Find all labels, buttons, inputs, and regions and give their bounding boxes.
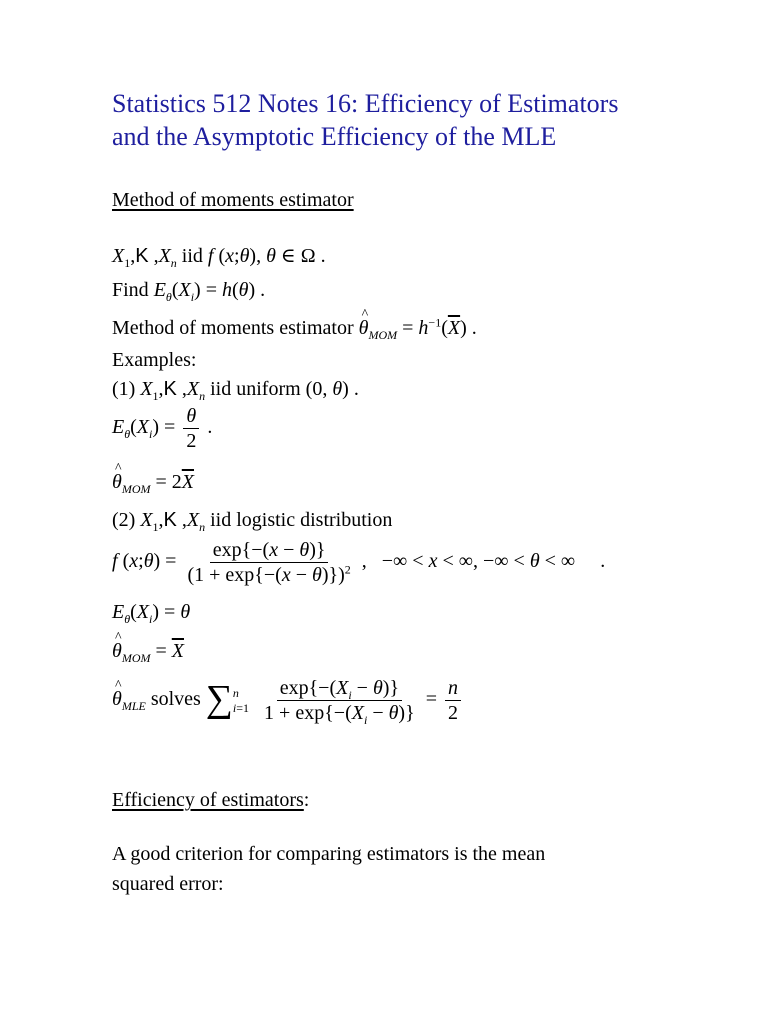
mom-label-text: Method of moments estimator <box>112 317 354 339</box>
uniform-text: iid uniform <box>210 378 301 400</box>
solves-text: solves <box>150 688 201 711</box>
equation-mle-solves: ^ $\theta_{MLE}$ solves ∑ n i=1 $\frac{\exp\{-(X_i - \theta)\}}{1 + \exp\{-(X_i - \theta)\}}$ = $\frac{n}{2}$ <box>112 678 464 723</box>
section-heading-mom: Method of moments estimator <box>112 189 354 211</box>
equation-iid-sample: $X_1,K$ $,X_n$ iid f (x;θ), θ ∈ Ω . <box>112 245 326 270</box>
equation-logistic-mean: $E_\theta(X_i) = \theta$ <box>112 601 191 626</box>
example-2-line: (2) $X_1,K$ $,X_n$ iid logistic distribution <box>112 509 393 534</box>
title-line-1: Statistics 512 Notes 16: Efficiency of Estimators <box>112 89 619 118</box>
efficiency-paragraph-line-2: squared error: <box>112 873 224 895</box>
equation-find-expectation: Find $E_\theta(X_i) = h(\theta)$ . <box>112 279 266 304</box>
section-heading-efficiency <box>112 790 309 810</box>
example-2-label: (2) <box>112 509 136 531</box>
equation-uniform-mom: ^ $\theta_{MOM} = 2\overline{X}$ <box>112 472 194 492</box>
iid-text: iid <box>181 245 203 267</box>
efficiency-heading-colon: : <box>303 789 310 811</box>
example-1-label: (1) <box>112 378 136 400</box>
equation-logistic-mom: ^ $\theta_{MOM} = \overline{X}$ <box>112 641 184 661</box>
equation-uniform-mean: $E_\theta(X_i)$ = $\frac{\theta}{2}$ . <box>112 405 213 452</box>
equation-logistic-density: f (x;θ) = $\frac{\exp\{-(x - \theta)\}}{(1 + \exp\{-(x - \theta)\})^2}$ , −∞ < x < ∞, −∞ < θ < ∞ . <box>112 539 606 586</box>
examples-label: Examples: <box>112 349 197 371</box>
efficiency-heading-text: Efficiency of estimators <box>112 789 304 811</box>
logistic-text: iid logistic distribution <box>210 509 393 531</box>
title-line-2: and the Asymptotic Efficiency of the MLE <box>112 121 557 151</box>
document-title <box>112 88 618 153</box>
example-1-line: (1) $X_1,K$ $,X_n$ iid uniform (0, θ) . <box>112 378 359 403</box>
find-text: Find <box>112 279 149 301</box>
equation-mom-estimator: Method of moments estimator ^ $\theta_{MOM} = h^{-1}(\overline{X})$ . <box>112 318 477 338</box>
efficiency-paragraph-line-1: A good criterion for comparing estimators is the mean <box>112 843 546 865</box>
